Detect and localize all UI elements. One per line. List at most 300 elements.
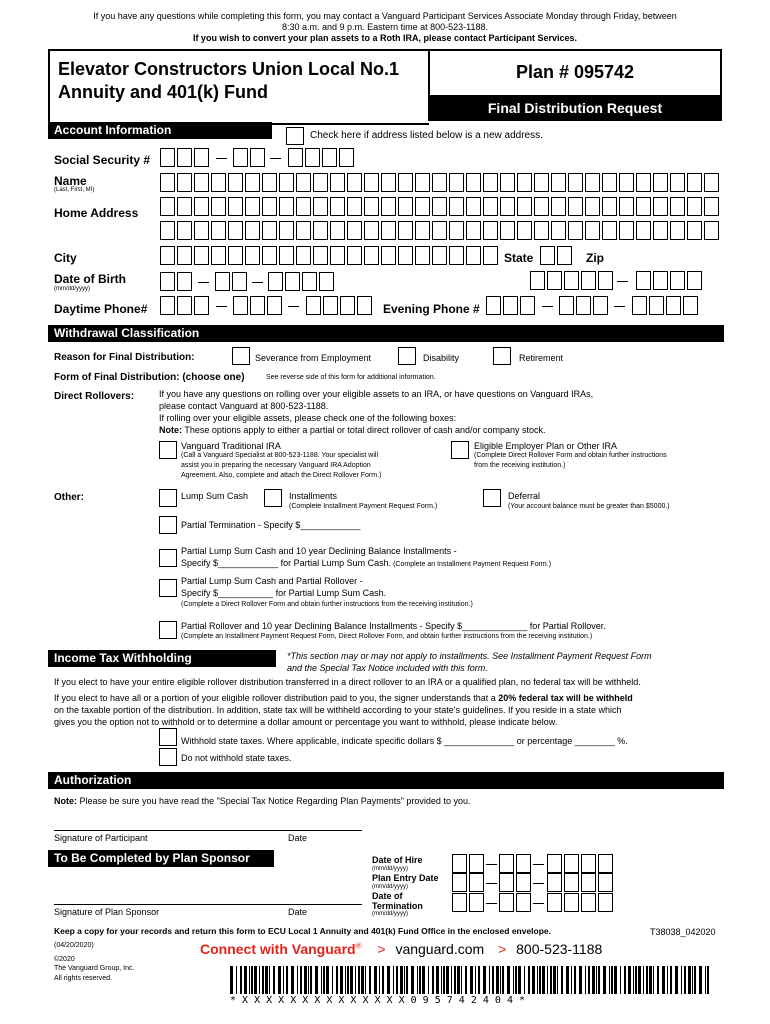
char-box[interactable] (670, 197, 685, 216)
ssn-part-2[interactable] (233, 148, 267, 167)
new-address-label: Check here if address listed below is a new address. (310, 130, 543, 141)
ssn-dash (216, 158, 227, 159)
lump-sum-label: Lump Sum Cash (181, 491, 249, 501)
char-box[interactable] (466, 221, 481, 240)
vanguard-ira-note-3: Agreement. Also, complete and attach the Direct Rollover Form.) (181, 472, 382, 479)
withdrawal-section-heading: Withdrawal Classification (48, 325, 724, 342)
phone-dash (288, 306, 299, 307)
char-box[interactable] (585, 221, 600, 240)
char-box[interactable] (432, 173, 447, 192)
separator-2: > (498, 941, 507, 957)
other-label: Other: (54, 492, 84, 503)
char-box[interactable] (330, 246, 345, 265)
char-box[interactable] (568, 173, 583, 192)
char-box[interactable] (177, 221, 192, 240)
char-box[interactable] (483, 197, 498, 216)
char-box[interactable] (160, 173, 175, 192)
barcode-bar (323, 966, 325, 994)
copyright-rights: All rights reserved. (54, 975, 112, 982)
barcode-bar (396, 966, 398, 994)
barcode-bar (347, 966, 349, 994)
char-box[interactable] (449, 173, 464, 192)
char-box[interactable] (160, 246, 175, 265)
char-box[interactable] (585, 173, 600, 192)
date-dash (533, 864, 544, 865)
char-box[interactable] (415, 197, 430, 216)
char-box[interactable] (568, 221, 583, 240)
char-box[interactable] (687, 197, 702, 216)
char-box[interactable] (687, 173, 702, 192)
home-address-input-line-1[interactable] (160, 197, 721, 216)
char-box[interactable] (381, 246, 396, 265)
partial-termination-label: Partial Termination - Specify $____________ (181, 520, 361, 530)
char-box[interactable] (398, 173, 413, 192)
char-box[interactable] (279, 197, 294, 216)
char-box[interactable] (381, 197, 396, 216)
withhold-state-checkbox[interactable] (159, 728, 177, 746)
new-address-checkbox[interactable] (286, 127, 304, 145)
partial-lump-installments-checkbox[interactable] (159, 549, 177, 567)
char-box[interactable] (296, 197, 311, 216)
char-box[interactable] (279, 221, 294, 240)
barcode-bar (340, 966, 343, 994)
barcode-bar (633, 966, 634, 994)
no-withhold-checkbox[interactable] (159, 748, 177, 766)
phone-dash (614, 306, 625, 307)
char-box[interactable] (466, 197, 481, 216)
char-box[interactable] (245, 197, 260, 216)
char-box[interactable] (296, 221, 311, 240)
char-box[interactable] (381, 173, 396, 192)
notice-line-2: 8:30 a.m. and 9 p.m. Eastern time at 800-523-1188. (282, 22, 488, 32)
char-box[interactable] (262, 173, 277, 192)
char-box[interactable] (670, 173, 685, 192)
char-box[interactable] (398, 246, 413, 265)
char-box[interactable] (704, 173, 719, 192)
char-box[interactable] (398, 221, 413, 240)
dob-year[interactable] (268, 272, 336, 291)
barcode-bar (638, 966, 641, 994)
hire-year[interactable] (547, 854, 615, 873)
char-box[interactable] (262, 246, 277, 265)
char-box[interactable] (279, 173, 294, 192)
barcode-bar (496, 966, 499, 994)
eve-phone-area[interactable] (486, 296, 537, 315)
char-box[interactable] (551, 221, 566, 240)
copyright-year: ©2020 (54, 956, 75, 963)
char-box[interactable] (500, 221, 515, 240)
participant-signature-label: Signature of Participant (54, 833, 148, 843)
barcode-bar (692, 966, 693, 994)
vanguard-ira-note-2: assist you in preparing the necessary Vanguard IRA Adoption (181, 462, 371, 469)
severance-checkbox[interactable] (232, 347, 250, 365)
zip-input[interactable] (530, 271, 615, 290)
char-box[interactable] (619, 197, 634, 216)
char-box[interactable] (347, 221, 362, 240)
term-day[interactable] (499, 893, 533, 912)
char-box[interactable] (194, 197, 209, 216)
char-box[interactable] (194, 221, 209, 240)
barcode-bar (537, 966, 538, 994)
char-box[interactable] (347, 246, 362, 265)
date-dash (486, 883, 497, 884)
dob-dash (198, 282, 209, 283)
char-box[interactable] (211, 221, 226, 240)
direct-rollover-text-4 (159, 425, 546, 435)
term-year[interactable] (547, 893, 615, 912)
barcode-bar (400, 966, 403, 994)
eve-phone-prefix[interactable] (559, 296, 610, 315)
char-box[interactable] (517, 221, 532, 240)
char-box[interactable] (398, 197, 413, 216)
name-input[interactable] (160, 173, 721, 192)
city-input[interactable] (160, 246, 500, 265)
entry-month[interactable] (452, 873, 486, 892)
partial-lump-rollover-label: Partial Lump Sum Cash and Partial Rollover - (181, 576, 363, 586)
char-box[interactable] (160, 197, 175, 216)
authorization-note-label: Note: (54, 796, 77, 806)
termination-label-1: Date of (372, 891, 403, 901)
char-box[interactable] (211, 173, 226, 192)
vanguard-ira-label: Vanguard Traditional IRA (181, 441, 281, 451)
barcode-bar (684, 966, 686, 994)
char-box[interactable] (704, 197, 719, 216)
barcode-bar (369, 966, 371, 994)
char-box[interactable] (432, 221, 447, 240)
char-box[interactable] (330, 221, 345, 240)
char-box[interactable] (160, 221, 175, 240)
installments-checkbox[interactable] (264, 489, 282, 507)
barcode-bar (422, 966, 425, 994)
partial-rollover-installments-note: (Complete an Installment Payment Request Form, Direct Rollover Form, and obtain further instructions from the receiving institution.) (181, 633, 593, 640)
char-box[interactable] (364, 246, 379, 265)
dob-month[interactable] (160, 272, 194, 291)
evening-phone-label: Evening Phone # (383, 302, 480, 316)
barcode-bar (596, 966, 597, 994)
char-box[interactable] (534, 221, 549, 240)
barcode-bar (404, 966, 405, 994)
char-box[interactable] (704, 221, 719, 240)
termination-label-2: Termination (372, 901, 423, 911)
char-box[interactable] (619, 173, 634, 192)
barcode-bar (443, 966, 445, 994)
form-of-distribution-note: See reverse side of this form for additional information. (266, 374, 436, 381)
partial-lump-installments-amount: Specify $____________ for Partial Lump Sum Cash. (181, 558, 392, 568)
barcode-bar (283, 966, 284, 994)
char-box[interactable] (432, 246, 447, 265)
barcode-bar (446, 966, 449, 994)
char-box[interactable] (330, 173, 345, 192)
barcode-bar (507, 966, 510, 994)
date-dash (486, 864, 497, 865)
sponsor-signature-label: Signature of Plan Sponsor (54, 907, 160, 917)
char-box[interactable] (483, 173, 498, 192)
dob-day[interactable] (215, 272, 249, 291)
barcode-bar (465, 966, 467, 994)
char-box[interactable] (313, 246, 328, 265)
deferral-checkbox[interactable] (483, 489, 501, 507)
installments-note: (Complete Installment Payment Request Form.) (289, 503, 438, 510)
registered-mark: ® (355, 941, 362, 951)
installments-label: Installments (289, 491, 338, 501)
copyright-company: The Vanguard Group, Inc. (54, 965, 135, 972)
barcode-bar (649, 966, 652, 994)
form-version: (04/20/2020) (54, 942, 94, 949)
char-box[interactable] (177, 246, 192, 265)
char-box[interactable] (602, 221, 617, 240)
day-phone-line[interactable] (306, 296, 374, 315)
dob-label: Date of Birth (54, 272, 126, 286)
barcode-bar (662, 966, 665, 994)
barcode-bar (566, 966, 569, 994)
char-box[interactable] (245, 173, 260, 192)
employer-plan-label: Eligible Employer Plan or Other IRA (474, 441, 618, 451)
char-box[interactable] (551, 197, 566, 216)
char-box[interactable] (228, 197, 243, 216)
connect-label: Connect with Vanguard (200, 941, 356, 957)
vanguard-site[interactable]: vanguard.com (395, 941, 485, 957)
tax-text-2a: If you elect to have all or a portion of your eligible rollover distribution paid to you, the signer understands that a (54, 693, 499, 703)
barcode-bar (321, 966, 322, 994)
char-box[interactable] (381, 221, 396, 240)
phone-dash (542, 306, 553, 307)
barcode-bar (326, 966, 329, 994)
barcode-bar (571, 966, 572, 994)
char-box[interactable] (568, 197, 583, 216)
retirement-checkbox[interactable] (493, 347, 511, 365)
zip-ext-input[interactable] (636, 271, 704, 290)
vanguard-phone: 800-523-1188 (516, 941, 603, 957)
char-box[interactable] (653, 173, 668, 192)
form-name: Final Distribution Request (428, 95, 722, 121)
char-box[interactable] (415, 221, 430, 240)
char-box[interactable] (347, 197, 362, 216)
tax-note-1: *This section may or may not apply to installments. See Installment Payment Request Form (287, 651, 652, 661)
partial-lump-rollover-checkbox[interactable] (159, 579, 177, 597)
char-box[interactable] (449, 246, 464, 265)
char-box[interactable] (585, 197, 600, 216)
char-box[interactable] (211, 197, 226, 216)
char-box[interactable] (415, 173, 430, 192)
notice-line-3: If you wish to convert your plan assets to a Roth IRA, please contact Participant Services. (192, 33, 578, 43)
char-box[interactable] (415, 246, 430, 265)
char-box[interactable] (602, 173, 617, 192)
barcode-bar (539, 966, 541, 994)
char-box[interactable] (653, 197, 668, 216)
char-box[interactable] (262, 197, 277, 216)
barcode-bar (461, 966, 462, 994)
ssn-label: Social Security # (54, 153, 151, 167)
barcode-bar (681, 966, 682, 994)
tax-note-2: and the Special Tax Notice included with this form. (287, 663, 488, 673)
partial-termination-checkbox[interactable] (159, 516, 177, 534)
tax-text-4: gives you the option not to withhold or to determine a dollar amount or percentage you want to withhold, please indicate below. (54, 717, 558, 727)
char-box[interactable] (211, 246, 226, 265)
disability-checkbox[interactable] (398, 347, 416, 365)
char-box[interactable] (364, 173, 379, 192)
barcode-bar (646, 966, 648, 994)
char-box[interactable] (500, 173, 515, 192)
char-box[interactable] (517, 173, 532, 192)
char-box[interactable] (500, 197, 515, 216)
barcode-bar (653, 966, 654, 994)
retirement-label: Retirement (519, 353, 564, 363)
char-box[interactable] (313, 173, 328, 192)
char-box[interactable] (262, 221, 277, 240)
barcode-bar (454, 966, 456, 994)
char-box[interactable] (636, 173, 651, 192)
char-box[interactable] (670, 221, 685, 240)
char-box[interactable] (364, 221, 379, 240)
barcode-bar (411, 966, 414, 994)
day-phone-area[interactable] (160, 296, 211, 315)
vanguard-ira-checkbox[interactable] (159, 441, 177, 459)
char-box[interactable] (177, 173, 192, 192)
entry-year[interactable] (547, 873, 615, 892)
barcode-bar (707, 966, 709, 994)
participant-signature-line[interactable] (54, 830, 362, 831)
sponsor-signature-line[interactable] (54, 904, 362, 905)
barcode-bar (345, 966, 346, 994)
char-box[interactable] (194, 173, 209, 192)
direct-rollover-text-1: If you have any questions on rolling over your eligible assets to an IRA, or have questions on Vanguard IRAs, (159, 389, 594, 399)
partial-lump-installments-label: Partial Lump Sum Cash and 10 year Declining Balance Installments - (181, 546, 457, 556)
reason-label: Reason for Final Distribution: (54, 352, 195, 363)
eve-phone-line[interactable] (632, 296, 700, 315)
home-address-input-line-2[interactable] (160, 221, 721, 240)
char-box[interactable] (449, 221, 464, 240)
authorization-section-heading: Authorization (48, 772, 724, 789)
connect-banner (200, 941, 602, 957)
char-box[interactable] (653, 221, 668, 240)
hire-day[interactable] (499, 854, 533, 873)
daytime-phone-label: Daytime Phone# (54, 302, 148, 316)
tax-text-2 (54, 693, 633, 703)
barcode-bar (502, 966, 504, 994)
lump-sum-checkbox[interactable] (159, 489, 177, 507)
char-box[interactable] (364, 197, 379, 216)
barcode-bar (513, 966, 514, 994)
char-box[interactable] (432, 197, 447, 216)
dob-hint: (mm/dd/yyyy) (54, 286, 90, 292)
char-box[interactable] (313, 197, 328, 216)
barcode-bar (441, 966, 442, 994)
barcode-bar (628, 966, 631, 994)
char-box[interactable] (313, 221, 328, 240)
char-box[interactable] (228, 221, 243, 240)
date-of-hire-hint: (mm/dd/yyyy) (372, 866, 408, 872)
barcode-bar (598, 966, 600, 994)
char-box[interactable] (194, 246, 209, 265)
notice-line-1: If you have any questions while completing this form, you may contact a Vanguard Participant Services Associate Monday through Friday, between (93, 11, 677, 21)
ssn-part-1[interactable] (160, 148, 211, 167)
char-box[interactable] (177, 197, 192, 216)
partial-rollover-installments-checkbox[interactable] (159, 621, 177, 639)
vanguard-ira-note-1: (Call a Vanguard Specialist at 800-523-1188. Your specialist will (181, 452, 379, 459)
char-box[interactable] (636, 197, 651, 216)
char-box[interactable] (534, 197, 549, 216)
tax-text-2b: 20% federal tax will be withheld (498, 693, 633, 703)
employer-plan-checkbox[interactable] (451, 441, 469, 459)
barcode-bar (470, 966, 473, 994)
char-box[interactable] (245, 246, 260, 265)
char-box[interactable] (636, 221, 651, 240)
plan-number-box (428, 49, 722, 97)
partial-lump-rollover-specify: Specify $___________ for Partial Lump Sum Cash. (181, 588, 387, 598)
barcode-bar (350, 966, 353, 994)
char-box[interactable] (551, 173, 566, 192)
char-box[interactable] (228, 246, 243, 265)
barcode-bar (387, 966, 390, 994)
ssn-part-3[interactable] (288, 148, 356, 167)
barcode-bar (269, 966, 270, 994)
char-box[interactable] (619, 221, 634, 240)
barcode-bar (592, 966, 595, 994)
no-withhold-label: Do not withhold state taxes. (181, 753, 292, 763)
authorization-note (54, 796, 470, 806)
char-box[interactable] (517, 197, 532, 216)
barcode-bar (500, 966, 501, 994)
char-box[interactable] (466, 173, 481, 192)
barcode-bar (436, 966, 439, 994)
barcode-bar (291, 966, 294, 994)
state-input[interactable] (540, 246, 574, 265)
char-box[interactable] (449, 197, 464, 216)
barcode-bar (361, 966, 364, 994)
name-hint: (Last, First, MI) (54, 187, 95, 193)
entry-day[interactable] (499, 873, 533, 892)
term-month[interactable] (452, 893, 486, 912)
plan-entry-hint: (mm/dd/yyyy) (372, 884, 408, 890)
char-box[interactable] (466, 246, 481, 265)
barcode-bar (379, 966, 380, 994)
city-label: City (54, 251, 77, 265)
barcode-bar (251, 966, 253, 994)
barcode-bar (432, 966, 434, 994)
employer-plan-note-1: (Complete Direct Rollover Form and obtain further instructions (474, 452, 667, 459)
barcode-bar (230, 966, 233, 994)
barcode-bar (478, 966, 480, 994)
char-box[interactable] (347, 173, 362, 192)
barcode-bar (265, 966, 268, 994)
date-dash (486, 903, 497, 904)
char-box[interactable] (245, 221, 260, 240)
date-dash (533, 903, 544, 904)
barcode-bar (406, 966, 408, 994)
char-box[interactable] (279, 246, 294, 265)
barcode-bar (643, 966, 644, 994)
char-box[interactable] (228, 173, 243, 192)
barcode-bar (259, 966, 260, 994)
char-box[interactable] (296, 173, 311, 192)
barcode-bar (355, 966, 356, 994)
char-box[interactable] (483, 221, 498, 240)
plan-entry-label: Plan Entry Date (372, 873, 439, 883)
char-box[interactable] (602, 197, 617, 216)
date-dash (533, 883, 544, 884)
barcode-bar (365, 966, 366, 994)
barcode-bar (620, 966, 621, 994)
char-box[interactable] (483, 246, 498, 265)
char-box[interactable] (330, 197, 345, 216)
hire-month[interactable] (452, 854, 486, 873)
barcode-bar (300, 966, 302, 994)
barcode-bar (515, 966, 517, 994)
char-box[interactable] (296, 246, 311, 265)
day-phone-prefix[interactable] (233, 296, 284, 315)
char-box[interactable] (534, 173, 549, 192)
char-box[interactable] (687, 221, 702, 240)
